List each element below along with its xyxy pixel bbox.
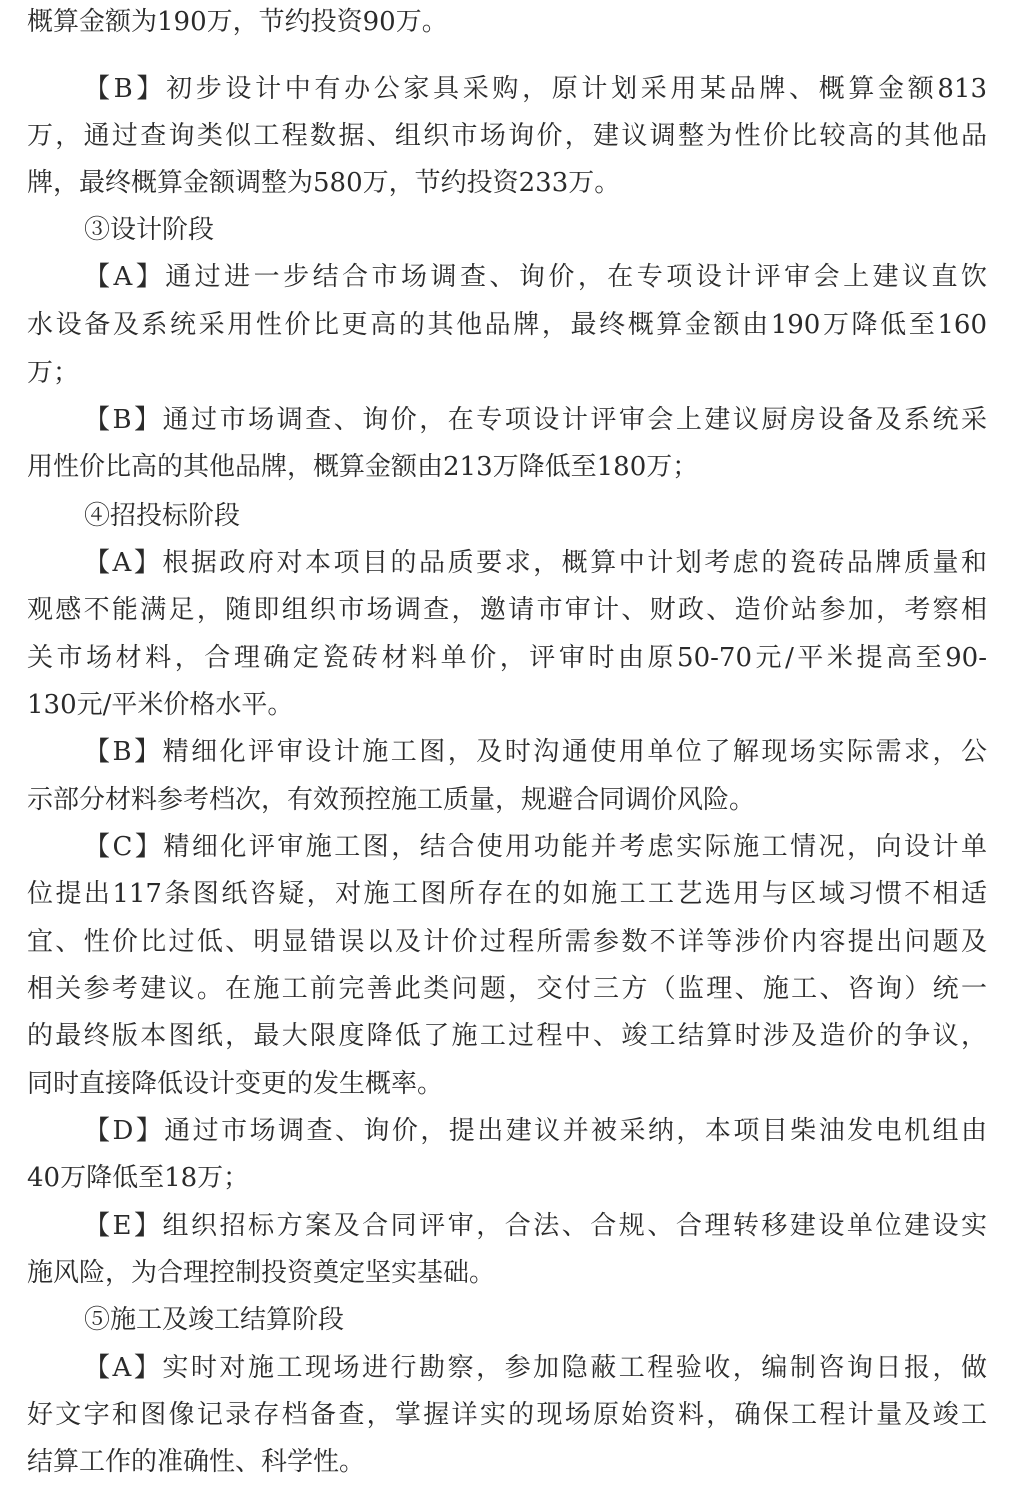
text-line-p5-3: 130元/平米价格水平。: [27, 690, 294, 720]
text-line-p3-1: 水设备及系统采用性价比更高的其他品牌，最终概算金额由190万降低至160: [27, 310, 987, 340]
text-line-p7-4: 的最终版本图纸，最大限度降低了施工过程中、竣工结算时涉及造价的争议，: [27, 1021, 987, 1051]
text-line-p6-1: 示部分材料参考档次，有效预控施工质量，规避合同调价风险。: [27, 785, 756, 815]
text-line-p4-0: 【B】通过市场调查、询价，在专项设计评审会上建议厨房设备及系统采: [84, 405, 987, 435]
text-line-p2-0: 【B】初步设计中有办公家具采购，原计划采用某品牌、概算金额813: [84, 74, 987, 104]
text-line-p5-2: 关市场材料，合理确定瓷砖材料单价，评审时由原50-70元/平米提高至90-: [27, 643, 987, 673]
text-line-p10-1: 好文字和图像记录存档备查，掌握详实的现场原始资料，确保工程计量及竣工: [27, 1400, 987, 1430]
text-line-p2-1: 万，通过查询类似工程数据、组织市场询价，建议调整为性价比较高的其他品: [27, 121, 987, 151]
text-line-p7-1: 位提出117条图纸咨疑，对施工图所存在的如施工工艺选用与区域习惯不相适: [27, 879, 987, 909]
text-line-p4-1: 用性价比高的其他品牌，概算金额由213万降低至180万；: [27, 452, 699, 482]
text-line-p8-1: 40万降低至18万；: [27, 1163, 250, 1193]
text-line-p6-0: 【B】精细化评审设计施工图，及时沟通使用单位了解现场实际需求，公: [84, 737, 987, 767]
text-line-p1-0: 概算金额为190万，节约投资90万。: [27, 7, 448, 37]
document-page: [27, 0, 991, 1500]
text-line-p10-2: 结算工作的准确性、科学性。: [27, 1447, 366, 1477]
text-line-p5-1: 观感不能满足，随即组织市场调查，邀请市审计、财政、造价站参加，考察相: [27, 595, 987, 625]
section-heading-h4: ④招投标阶段: [84, 501, 241, 531]
text-line-p5-0: 【A】根据政府对本项目的品质要求，概算中计划考虑的瓷砖品牌质量和: [84, 548, 987, 578]
text-line-p7-3: 相关参考建议。在施工前完善此类问题，交付三方（监理、施工、咨询）统一: [27, 974, 987, 1004]
text-line-p9-1: 施风险，为合理控制投资奠定坚实基础。: [27, 1258, 496, 1288]
section-heading-h5: ⑤施工及竣工结算阶段: [84, 1305, 345, 1335]
text-line-p3-2: 万；: [27, 358, 80, 388]
text-line-p7-5: 同时直接降低设计变更的发生概率。: [27, 1069, 444, 1099]
text-line-p2-2: 牌，最终概算金额调整为580万，节约投资233万。: [27, 168, 621, 198]
text-line-p8-0: 【D】通过市场调查、询价，提出建议并被采纳，本项目柴油发电机组由: [84, 1116, 987, 1146]
text-line-p3-0: 【A】通过进一步结合市场调查、询价，在专项设计评审会上建议直饮: [84, 262, 987, 292]
section-heading-h3: ③设计阶段: [84, 215, 215, 245]
text-line-p7-0: 【C】精细化评审施工图，结合使用功能并考虑实际施工情况，向设计单: [84, 832, 987, 862]
text-line-p7-2: 宜、性价比过低、明显错误以及计价过程所需参数不详等涉价内容提出问题及: [27, 927, 987, 957]
text-line-p9-0: 【E】组织招标方案及合同评审，合法、合规、合理转移建设单位建设实: [84, 1211, 987, 1241]
text-line-p10-0: 【A】实时对施工现场进行勘察，参加隐蔽工程验收，编制咨询日报，做: [84, 1353, 987, 1383]
